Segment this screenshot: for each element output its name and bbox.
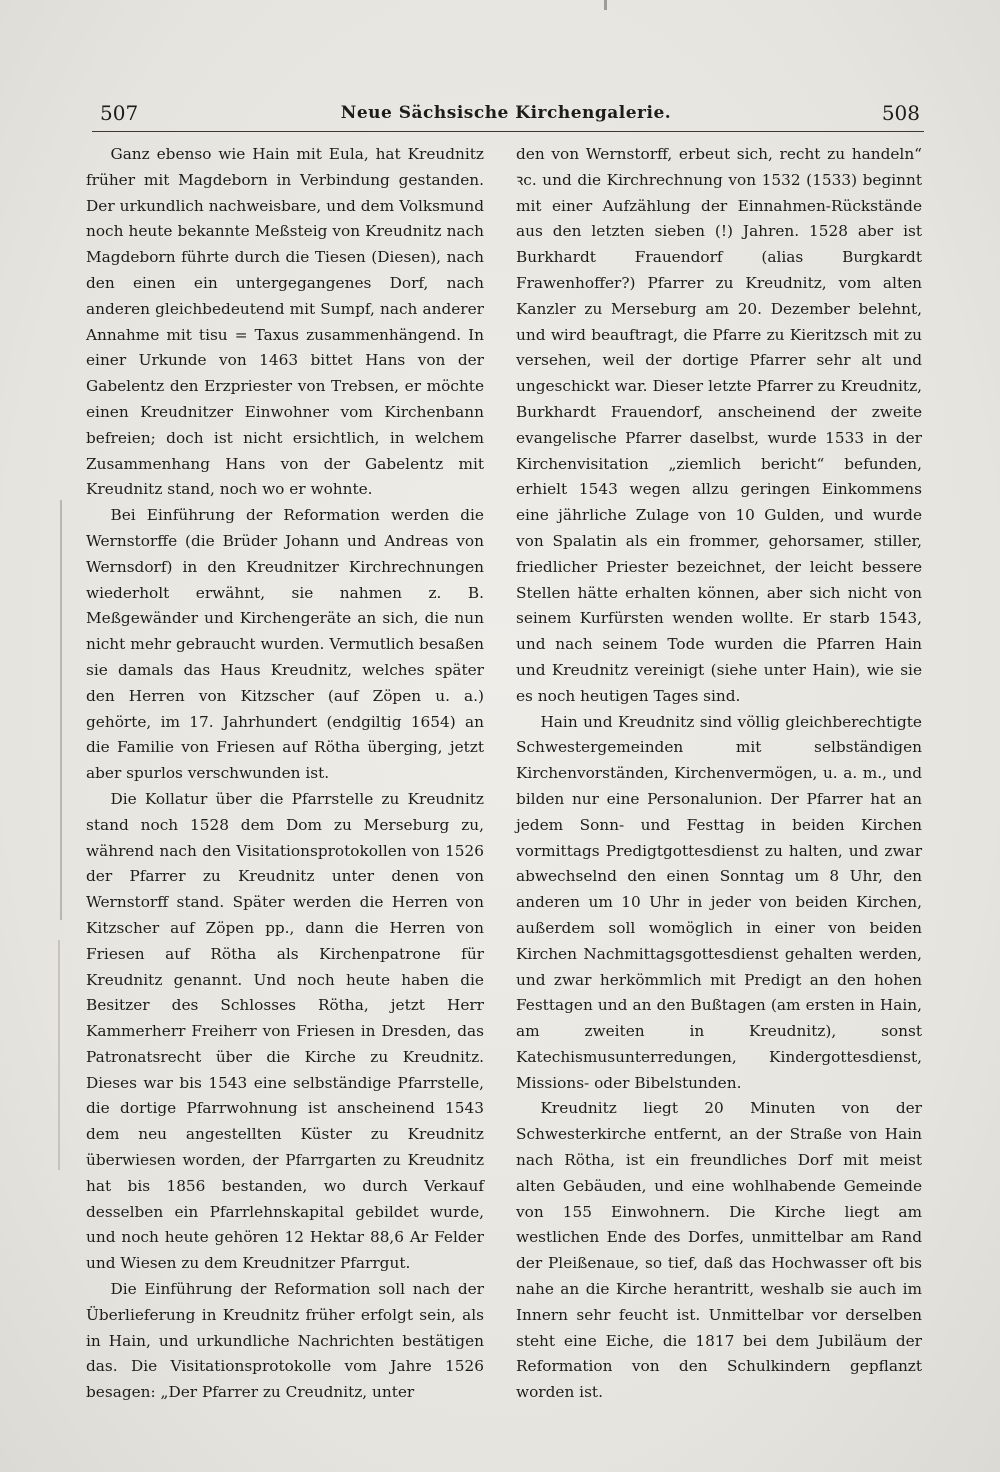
paragraph: Hain und Kreudnitz sind völlig gleichberechtigte Schwestergemeinden mit selbständigen Kirchenvorständen, Kirchenvermögen, u. a. m., und bilden nur eine Personalunion. Der Pfarrer hat an jedem Sonn- und Festtag in beiden Kirchen vormittags Predigtgottesdienst zu halten, und zwar abwechselnd den einen Sonntag um 8 Uhr, den anderen um 10 Uhr in jeder von beiden Kirchen, außerdem soll womöglich in einer von beiden Kirchen Nachmittagsgottesdienst gehalten werden, und zwar herkömmlich mit Predigt an den hohen Festtagen und an den Bußtagen (am ersten in Hain, am zweiten in Kreudnitz), sonst Katechismusunterredungen, Kindergottesdienst, Missions- oder Bibelstunden. [516,712,922,1092]
running-title: Neue Sächsische Kirchengalerie. [340,103,672,123]
margin-line-mark [58,940,60,1170]
paragraph: Die Kollatur über die Pfarrstelle zu Kreudnitz stand noch 1528 dem Dom zu Merseburg zu, während nach den Visitationsprotokollen von 1526 der Pfarrer zu Kreudnitz unter denen von Wernstorff stand. Später werden die Herren von Kitzscher auf Zöpen pp., dann die Herren von Friesen auf Rötha als Kirchenpatrone für Kreudnitz genannt. Und noch heute haben die Besitzer des Schlosses Rötha, jetzt Herr Kammerherr Freiherr von Friesen in Dresden, das Patronatsrecht über die Kirche zu Kreudnitz. Dieses war bis 1543 eine selbständige Pfarrstelle, die dortige Pfarrwohnung ist anscheinend 1543 dem neu angestellten Küster zu Kreudnitz überwiesen worden, der Pfarrgarten zu Kreudnitz hat bis 1856 bestanden, wo durch Verkauf desselben ein Pfarrlehnskapital gebildet wurde, und noch heute gehören 12 Hektar 88,6 Ar Felder und Wiesen zu dem Kreudnitzer Pfarrgut. [86,789,484,1273]
paragraph: Die Einführung der Reformation soll nach der Überlieferung in Kreudnitz früher erfolgt sein, als in Hain, und urkundliche Nachrichten bestätigen das. Die Visitationsprotokolle vom Jahre 1526 besagen: „Der Pfarrer zu Creudnitz, unter [86,1280,484,1402]
paragraph: Ganz ebenso wie Hain mit Eula, hat Kreudnitz früher mit Magdeborn in Verbindung gestanden. Der urkundlich nachweisbare, und dem Volksmund noch heute bekannte Meßsteig von Kreudnitz nach Magdeborn führte durch die Tiesen (Diesen), nach den einen ein untergegangenes Dorf, nach anderen gleichbedeutend mit Sumpf, nach anderer Annahme mit tisu = Taxus zusammenhängend. In einer Urkunde von 1463 bittet Hans von der Gabelentz den Erzpriester von Trebsen, er möchte einen Kreudnitzer Einwohner vom Kirchenbann befreien; doch ist nicht ersichtlich, in welchem Zusammenhang Hans von der Gabelentz mit Kreudnitz stand, noch wo er wohnte. [86,145,484,499]
paragraph-continuation: den von Wernstorff, erbeut sich, recht zu handeln“ ꝛc. und die Kirchrechnung von 1532 (1533) beginnt mit einer Aufzählung der Einnahmen-Rückstände aus den letzten sieben (!) Jahren. 1528 aber ist Burkhardt Frauendorf (alias Burgkardt Frawenhoffer?) Pfarrer zu Kreudnitz, vom alten Kanzler zu Merseburg am 20. Dezember belehnt, und wird beauftragt, die Pfarre zu Kieritzsch mit zu versehen, weil der dortige Pfarrer sehr alt und ungeschickt war. Dieser letzte Pfarrer zu Kreudnitz, Burkhardt Frauendorf, anscheinend der zweite evangelische Pfarrer daselbst, wurde 1533 in der Kirchenvisitation „ziemlich bericht“ befunden, erhielt 1543 wegen allzu geringen Einkommens eine jährliche Zulage von 10 Gulden, und wurde von Spalatin als ein frommer, gehorsamer, stiller, friedlicher Priester bezeichnet, der leicht bessere Stellen hätte erhalten können, aber sich nicht von seinem Kurfürsten wenden wollte. Er starb 1543, und nach seinem Tode wurden die Pfarren Hain und Kreudnitz vereinigt (siehe unter Hain), wie sie es noch heutigen Tages sind. [516,145,922,705]
running-header [92,100,920,130]
page-number-left: 507 [100,101,139,125]
paragraph: Kreudnitz liegt 20 Minuten von der Schwesterkirche entfernt, an der Straße von Hain nach Rötha, ist ein freundliches Dorf mit meist alten Gebäuden, und eine wohlhabende Gemeinde von 155 Einwohnern. Die Kirche liegt am westlichen Ende des Dorfes, unmittelbar am Rand der Pleißenaue, so tief, daß das Hochwasser oft bis nahe an die Kirche herantritt, weshalb sie auch im Innern sehr feucht ist. Unmittelbar vor derselben steht eine Eiche, die 1817 bei dem Jubiläum der Reformation von den Schulkindern gepflanzt worden ist. [516,1099,922,1402]
margin-line-mark [60,500,62,920]
paragraph: Bei Einführung der Reformation werden die Wernstorffe (die Brüder Johann und Andreas von Wernsdorf) in den Kreudnitzer Kirchrechnungen wiederholt erwähnt, sie nahmen z. B. Meßgewänder und Kirchengeräte an sich, die nun nicht mehr gebraucht wurden. Vermutlich besaßen sie damals das Haus Kreudnitz, welches später den Herren von Kitzscher (auf Zöpen u. a.) gehörte, im 17. Jahrhundert (endgiltig 1654) an die Familie von Friesen auf Rötha überging, jetzt aber spurlos verschwunden ist. [86,506,484,783]
right-column [516,142,922,1406]
header-rule [92,131,924,132]
page-number-right: 508 [881,101,920,125]
print-speck [604,0,607,10]
left-column [86,142,484,1406]
